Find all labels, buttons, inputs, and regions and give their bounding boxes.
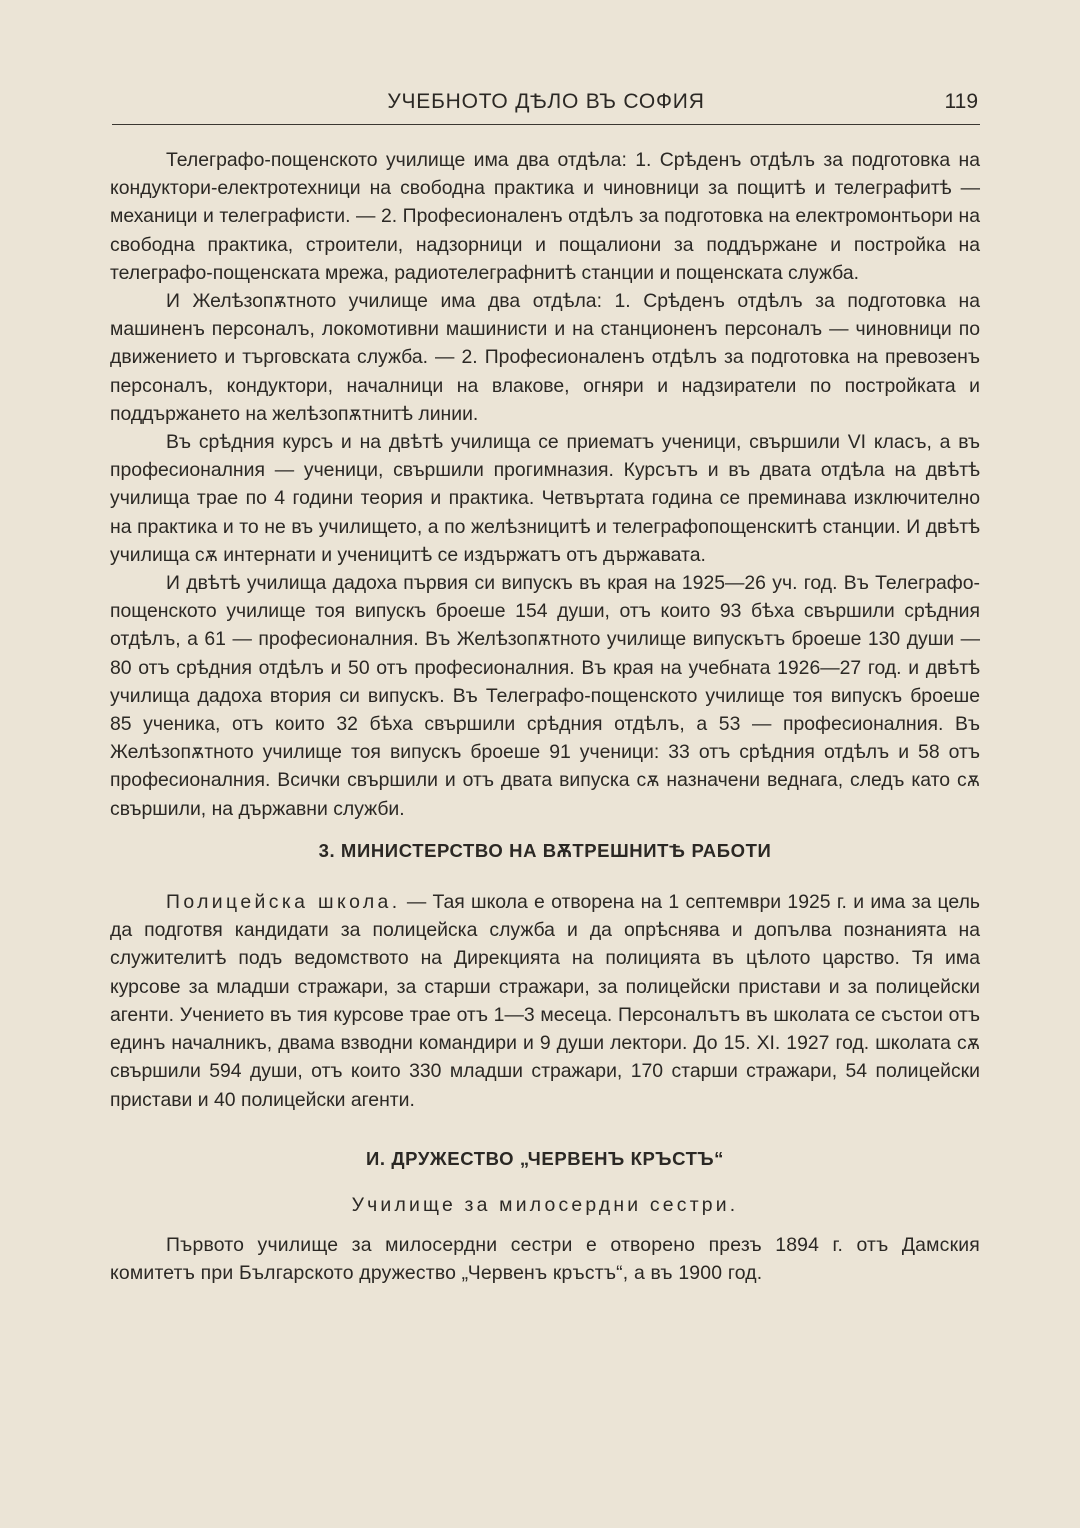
- paragraph-railway-school: И Желѣзопѫтното училище има два отдѣла: 1. Срѣденъ отдѣлъ за подготовка на машиненъ персоналъ, локомотивни машинисти и на станционенъ персоналъ — чиновници по движението и търговската служба. — 2. Професионаленъ отдѣлъ за подготовка на превозенъ персоналъ, кондуктори, началници на влакове, огняри и надзиратели по постройката и поддържането на желѣзопѫтнитѣ линии.: [110, 290, 980, 425]
- paragraph-telegraph-school: Телеграфо-пощенското училище има два отдѣла: 1. Срѣденъ отдѣлъ за подготовка на кондуктори-електротехници на свободна практика и чиновници за пощитѣ и телеграфитѣ — механици и телеграфисти. — 2. Професионаленъ отдѣлъ за подготовка на електромонтьори на свободна практика, строители, надзорници и пощалиони за поддържане и постройка на телеграфо-пощенската мрежа, радиотелеграфнитѣ станции и пощенската служба.: [110, 149, 980, 284]
- police-school-text: — Тая школа е отворена на 1 септември 1925 г. и има за цель да подготвя кандидати за полицейска служба и да опрѣснява и допълва познанията на служителитѣ подъ ведомството на Дирекцията на полицията въ цѣлото царство. Тя има курсове за младши стражари, за старши стражари, за полицейски пристави и за полицейски агенти. Учението въ тия курсове трае отъ 1—3 месеца. Персоналътъ въ школата се състои отъ единъ началникъ, двама взводни командири и 9 души лектори. До 15. XI. 1927 год. школата сѫ свършили 594 души, отъ които 330 младши стражари, 170 старши стражари, 54 полицейски пристави и 40 полицейски агенти.: [110, 891, 980, 1111]
- police-school-lead: Полицейска школа.: [166, 891, 401, 914]
- page-body: [110, 146, 980, 1288]
- paragraph-police-school: [110, 888, 980, 1114]
- section-heading-interior-ministry: 3. МИНИСТЕРСТВО НА ВѪТРЕШНИТѢ РАБОТИ: [318, 839, 772, 861]
- paragraph-graduates: И двѣтѣ училища дадоха първия си випускъ въ края на 1925—26 уч. год. Въ Телеграфо-пощенското училище тоя випускъ броеше 154 души, отъ които 93 бѣха свършили срѣдния отдѣлъ, а 61 — професионалния. Въ Желѣзопѫтното училище випускътъ броеше 130 души — 80 отъ срѣдния отдѣлъ и 50 отъ професионалния. Въ края на учебната 1926—27 год. и двѣтѣ училища дадоха втория си випускъ. Въ Телеграфо-пощенското училище тоя випускъ броеше 85 ученика, отъ които 32 бѣха свършили срѣдния отдѣлъ, а 53 — професионалния. Въ Желѣзопѫтното училище тоя випускъ броеше 91 ученици: 33 отъ срѣдния отдѣлъ и 58 отъ професионалния. Всички свършили и отъ двата випуска сѫ назначени веднага, следъ като сѫ свършили, на държавни служби.: [110, 572, 980, 820]
- subheading-nursing-school: Училище за милосердни сестри.: [351, 1193, 739, 1216]
- section-heading-red-cross: И. ДРУЖЕСТВО „ЧЕРВЕНЪ КРЪСТЪ“: [365, 1147, 725, 1169]
- running-title: УЧЕБНОТО ДѢЛО ВЪ СОФИЯ: [387, 90, 705, 113]
- paragraph-nursing-school: Първото училище за милосердни сестри е отворено презъ 1894 г. отъ Дамския комитетъ при Българското дружество „Червенъ кръстъ“, а въ 1900 год.: [110, 1234, 980, 1285]
- page-number: 119: [944, 90, 978, 113]
- paragraph-course-admission: Въ срѣдния курсъ и на двѣтѣ училища се приематъ ученици, свършили VI класъ, а въ професионалния — ученици, свършили прогимназия. Курсътъ и въ двата отдѣла на двѣтѣ училища трае по 4 години теория и практика. Четвъртата година се преминава изключително на практика и то не въ училището, а по желѣзницитѣ и телеграфопощенскитѣ станции. И двѣтѣ училища сѫ интернати и ученицитѣ се издържатъ отъ държавата.: [110, 431, 980, 566]
- page-header: [112, 88, 980, 125]
